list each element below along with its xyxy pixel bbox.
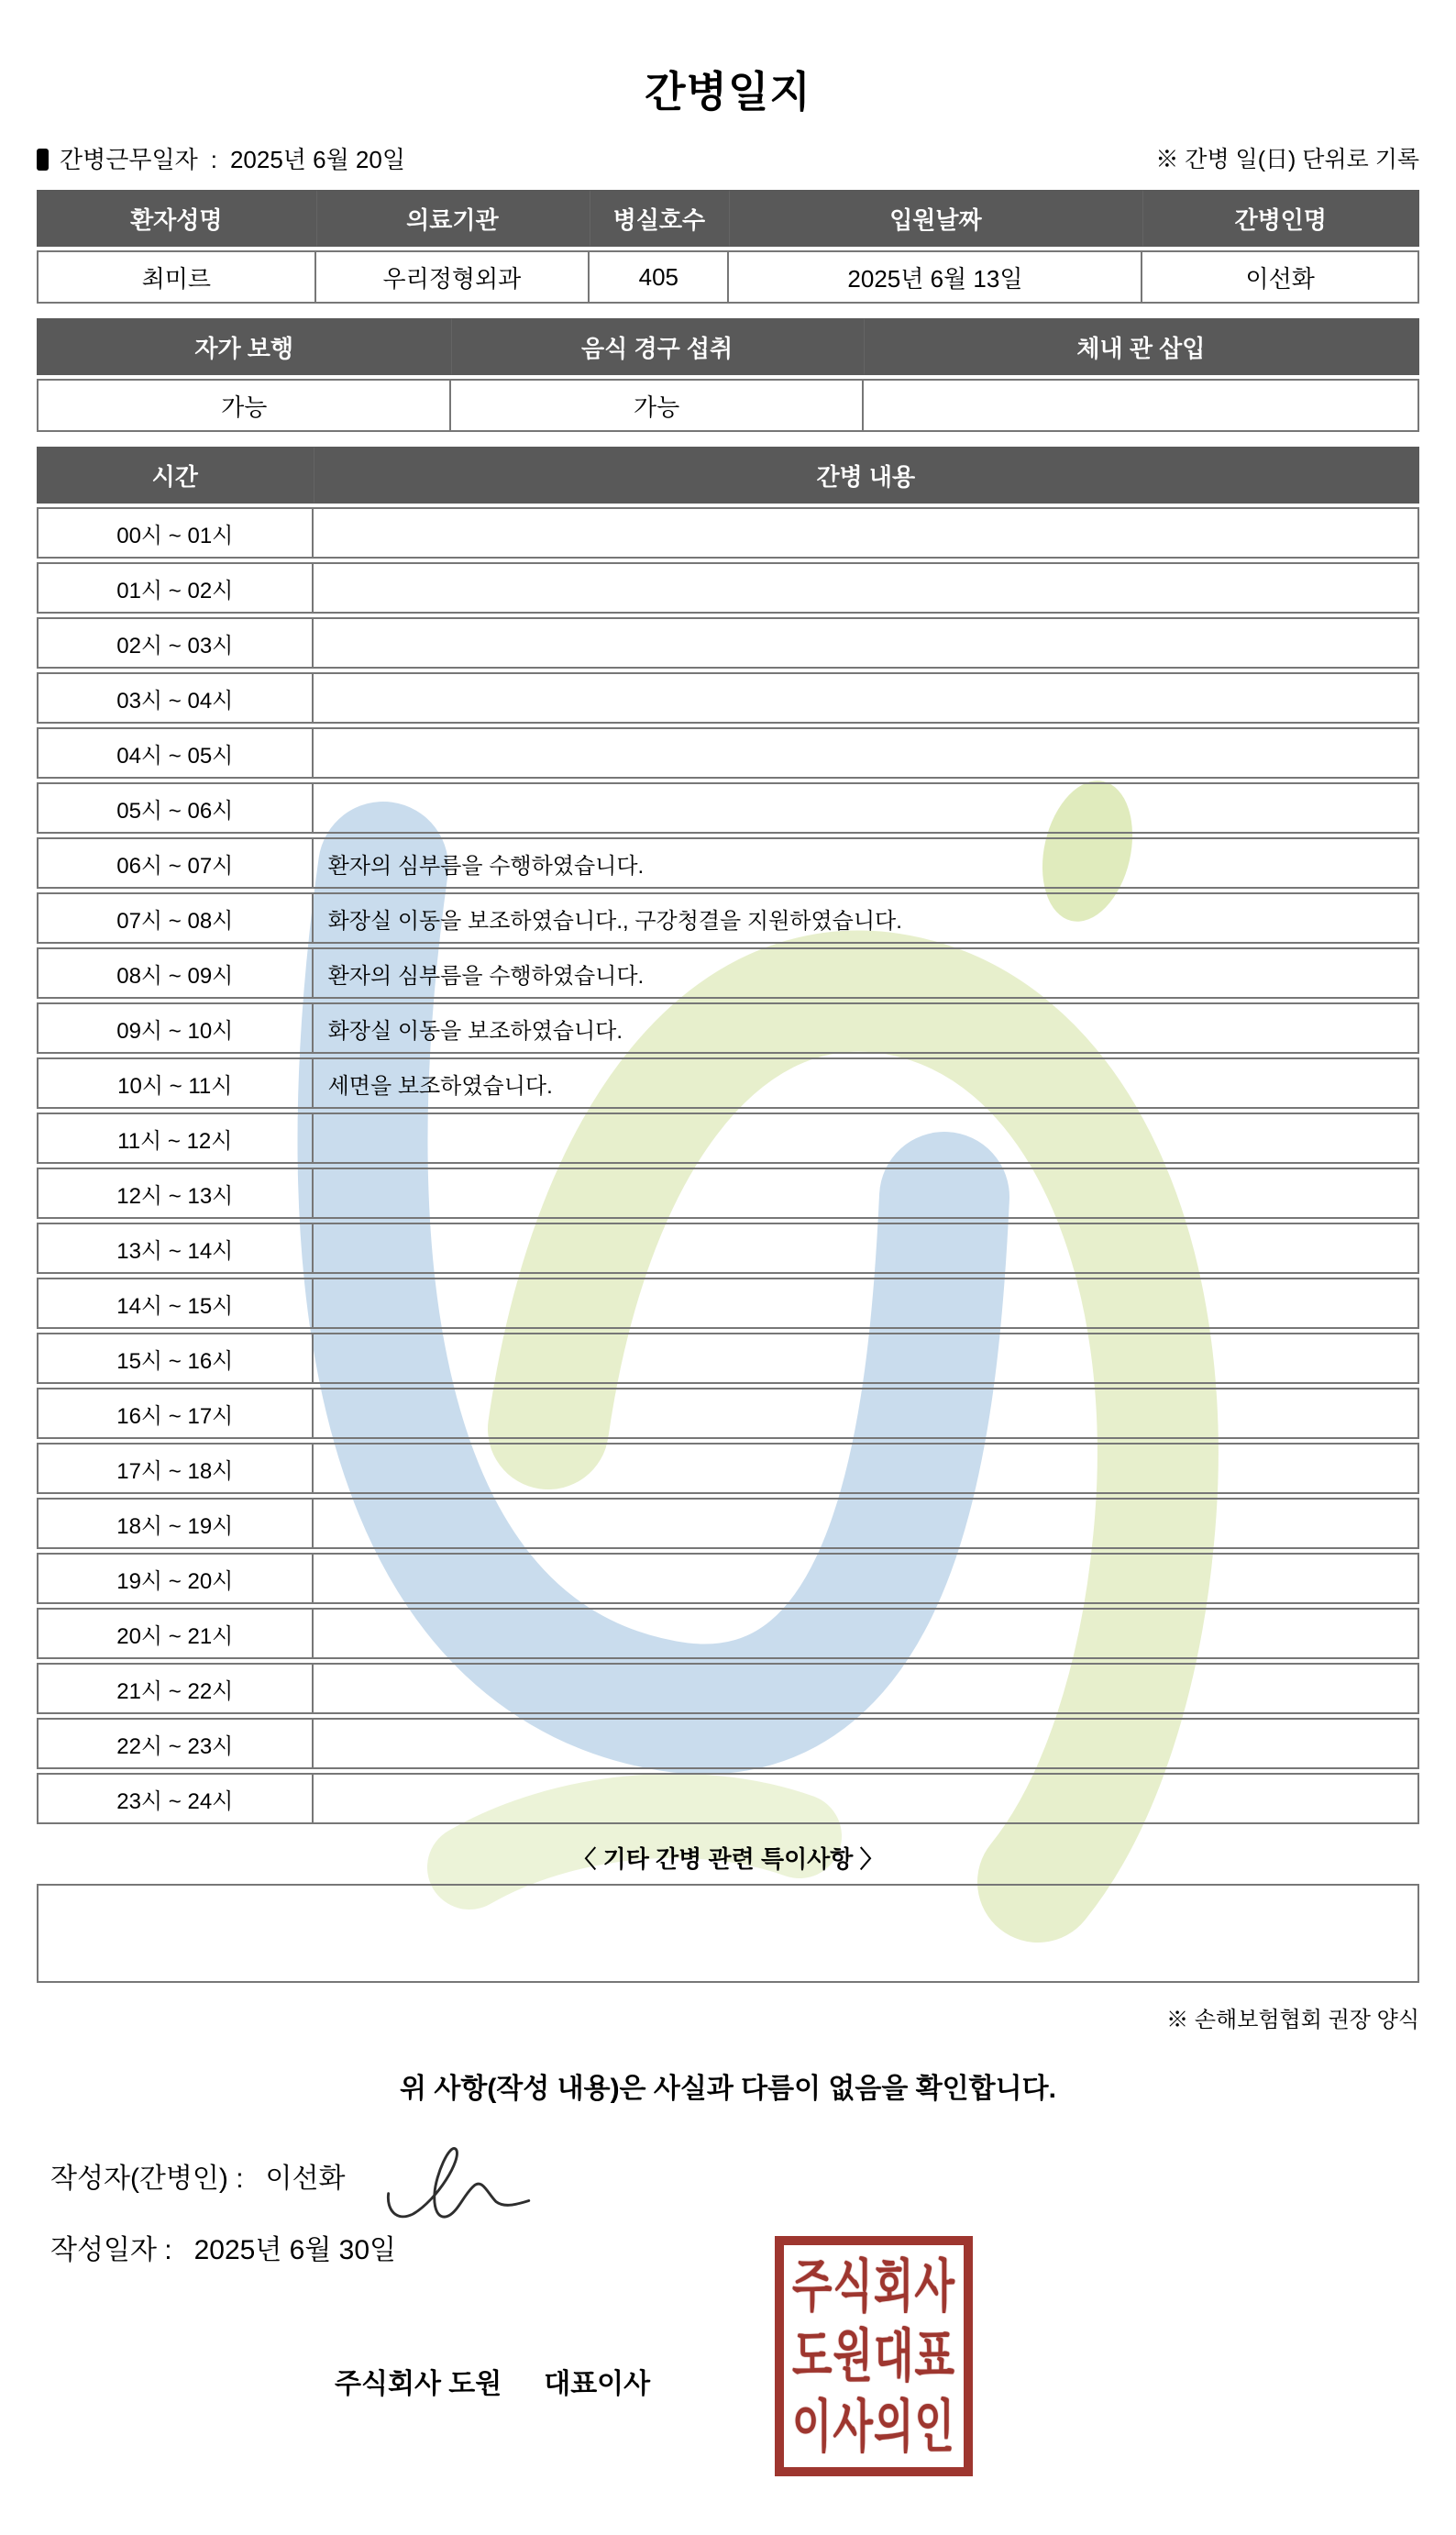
confirmation-statement: 위 사항(작성 내용)은 사실과 다름이 없음을 확인합니다. [400, 2074, 1056, 2104]
header-patient-name: 환자성명 [37, 190, 316, 247]
care-content-cell [314, 727, 1419, 779]
care-content-cell [314, 782, 1419, 834]
care-table-row [37, 727, 1419, 779]
care-table-row [37, 1773, 1419, 1824]
self-walking-cell: 가능 [37, 379, 451, 432]
care-table-row [37, 1663, 1419, 1714]
caregiver-signature [383, 2144, 539, 2236]
writer-row [50, 2155, 345, 2196]
square-bullet-icon [37, 149, 49, 171]
header-room-number: 병실호수 [590, 190, 729, 247]
ceo-title: 대표이사 [544, 2369, 651, 2399]
time-cell: 11시 ~ 12시 [37, 1113, 314, 1164]
time-cell: 17시 ~ 18시 [37, 1443, 314, 1494]
care-work-date [37, 147, 405, 172]
care-table-row [37, 1168, 1419, 1219]
care-table-row [37, 782, 1419, 834]
time-cell: 12시 ~ 13시 [37, 1168, 314, 1219]
room-number-cell: 405 [590, 250, 729, 304]
care-content-cell [314, 1663, 1419, 1714]
care-table-row [37, 892, 1419, 944]
work-date-separator: : [210, 146, 217, 173]
time-cell: 19시 ~ 20시 [37, 1553, 314, 1604]
care-table-row [37, 1223, 1419, 1274]
record-unit-note: ※ 간병 일(日) 단위로 기록 [1155, 147, 1419, 172]
time-cell: 23시 ~ 24시 [37, 1773, 314, 1824]
care-table-row [37, 507, 1419, 559]
care-rows [37, 507, 1419, 1824]
care-content-cell [314, 1498, 1419, 1549]
time-cell: 01시 ~ 02시 [37, 562, 314, 614]
care-content-cell [314, 1113, 1419, 1164]
care-content-cell [314, 1223, 1419, 1274]
care-content-cell [314, 1608, 1419, 1659]
care-content-cell [314, 1278, 1419, 1329]
time-cell: 20시 ~ 21시 [37, 1608, 314, 1659]
oral-intake-cell: 가능 [451, 379, 863, 432]
care-content-cell: 환자의 심부름을 수행하였습니다. [314, 837, 1419, 889]
medical-institution-cell: 우리정형외과 [316, 250, 590, 304]
care-content-cell: 화장실 이동을 보조하였습니다., 구강청결을 지원하였습니다. [314, 892, 1419, 944]
header-care-content: 간병 내용 [314, 447, 1419, 504]
care-table-row [37, 1278, 1419, 1329]
time-cell: 13시 ~ 14시 [37, 1223, 314, 1274]
time-cell: 09시 ~ 10시 [37, 1002, 314, 1054]
care-table-row [37, 1443, 1419, 1494]
care-content-cell [314, 1443, 1419, 1494]
status-header-row [37, 318, 1419, 375]
seal-line-3: 이사의인 [792, 2394, 955, 2459]
writer-label: 작성자(간병인) : [50, 2164, 244, 2194]
care-table-row [37, 947, 1419, 999]
admission-date-cell: 2025년 6월 13일 [729, 250, 1142, 304]
time-cell: 21시 ~ 22시 [37, 1663, 314, 1714]
time-cell: 10시 ~ 11시 [37, 1057, 314, 1109]
caregiver-name-cell: 이선화 [1142, 250, 1419, 304]
care-table-row [37, 1718, 1419, 1769]
header-medical-institution: 의료기관 [316, 190, 590, 247]
care-table-row [37, 1608, 1419, 1659]
care-table-header-row [37, 447, 1419, 504]
header-internal-tube: 체내 관 삽입 [864, 318, 1419, 375]
header-self-walking: 자가 보행 [37, 318, 451, 375]
care-table-row [37, 1002, 1419, 1054]
written-date-row [50, 2227, 396, 2267]
care-table-row [37, 562, 1419, 614]
header-time: 시간 [37, 447, 314, 504]
care-content-cell [314, 1773, 1419, 1824]
time-cell: 18시 ~ 19시 [37, 1498, 314, 1549]
status-value-row [37, 379, 1419, 432]
patient-info-table [37, 186, 1419, 307]
header-oral-intake: 음식 경구 섭취 [451, 318, 863, 375]
care-content-cell: 환자의 심부름을 수행하였습니다. [314, 947, 1419, 999]
written-date-value: 2025년 6월 30일 [193, 2235, 396, 2265]
care-table-row [37, 1333, 1419, 1384]
time-cell: 04시 ~ 05시 [37, 727, 314, 779]
care-content-cell [314, 562, 1419, 614]
time-cell: 08시 ~ 09시 [37, 947, 314, 999]
care-content-cell [314, 672, 1419, 724]
time-cell: 16시 ~ 17시 [37, 1388, 314, 1439]
care-content-cell [314, 1718, 1419, 1769]
time-cell: 06시 ~ 07시 [37, 837, 314, 889]
hourly-care-table [37, 443, 1419, 1828]
care-table-row [37, 1057, 1419, 1109]
work-date-label: 간병근무일자 [60, 146, 198, 173]
seal-line-2: 도원대표 [792, 2323, 955, 2389]
care-table-row [37, 1553, 1419, 1604]
special-notes-caption: 〈 기타 간병 관련 특이사항 〉 [572, 1845, 884, 1873]
time-cell: 02시 ~ 03시 [37, 617, 314, 669]
document-body [37, 66, 1419, 2033]
care-content-cell [314, 507, 1419, 559]
care-table-row [37, 617, 1419, 669]
time-cell: 14시 ~ 15시 [37, 1278, 314, 1329]
written-date-label: 작성일자 : [50, 2235, 172, 2265]
seal-line-1: 주식회사 [792, 2253, 955, 2319]
time-cell: 00시 ~ 01시 [37, 507, 314, 559]
care-table-row [37, 837, 1419, 889]
signature-icon [383, 2144, 539, 2231]
patient-info-value-row [37, 250, 1419, 304]
patient-info-header-row [37, 190, 1419, 247]
care-content-cell [314, 617, 1419, 669]
time-cell: 22시 ~ 23시 [37, 1718, 314, 1769]
writer-name: 이선화 [265, 2164, 346, 2194]
header-caregiver-name: 간병인명 [1142, 190, 1419, 247]
care-table-row [37, 672, 1419, 724]
care-content-cell [314, 1333, 1419, 1384]
corporate-seal-stamp [775, 2236, 973, 2476]
care-content-cell: 세면을 보조하였습니다. [314, 1057, 1419, 1109]
care-content-cell: 화장실 이동을 보조하였습니다. [314, 1002, 1419, 1054]
company-row [335, 2361, 650, 2401]
care-content-cell [314, 1553, 1419, 1604]
care-table-row [37, 1498, 1419, 1549]
recommended-form-note: ※ 손해보험협회 권장 양식 [1166, 2008, 1419, 2032]
special-notes-box [37, 1884, 1419, 1983]
meta-row [37, 147, 1419, 172]
company-name: 주식회사 도원 [335, 2369, 502, 2399]
patient-status-table [37, 315, 1419, 436]
time-cell: 07시 ~ 08시 [37, 892, 314, 944]
care-table-row [37, 1388, 1419, 1439]
care-content-cell [314, 1168, 1419, 1219]
time-cell: 03시 ~ 04시 [37, 672, 314, 724]
internal-tube-cell [864, 379, 1419, 432]
work-date-value: 2025년 6월 20일 [229, 146, 405, 173]
time-cell: 05시 ~ 06시 [37, 782, 314, 834]
care-table-row [37, 1113, 1419, 1164]
care-content-cell [314, 1388, 1419, 1439]
time-cell: 15시 ~ 16시 [37, 1333, 314, 1384]
header-admission-date: 입원날짜 [729, 190, 1142, 247]
page-title: 간병일지 [645, 68, 811, 116]
patient-name-cell: 최미르 [37, 250, 316, 304]
